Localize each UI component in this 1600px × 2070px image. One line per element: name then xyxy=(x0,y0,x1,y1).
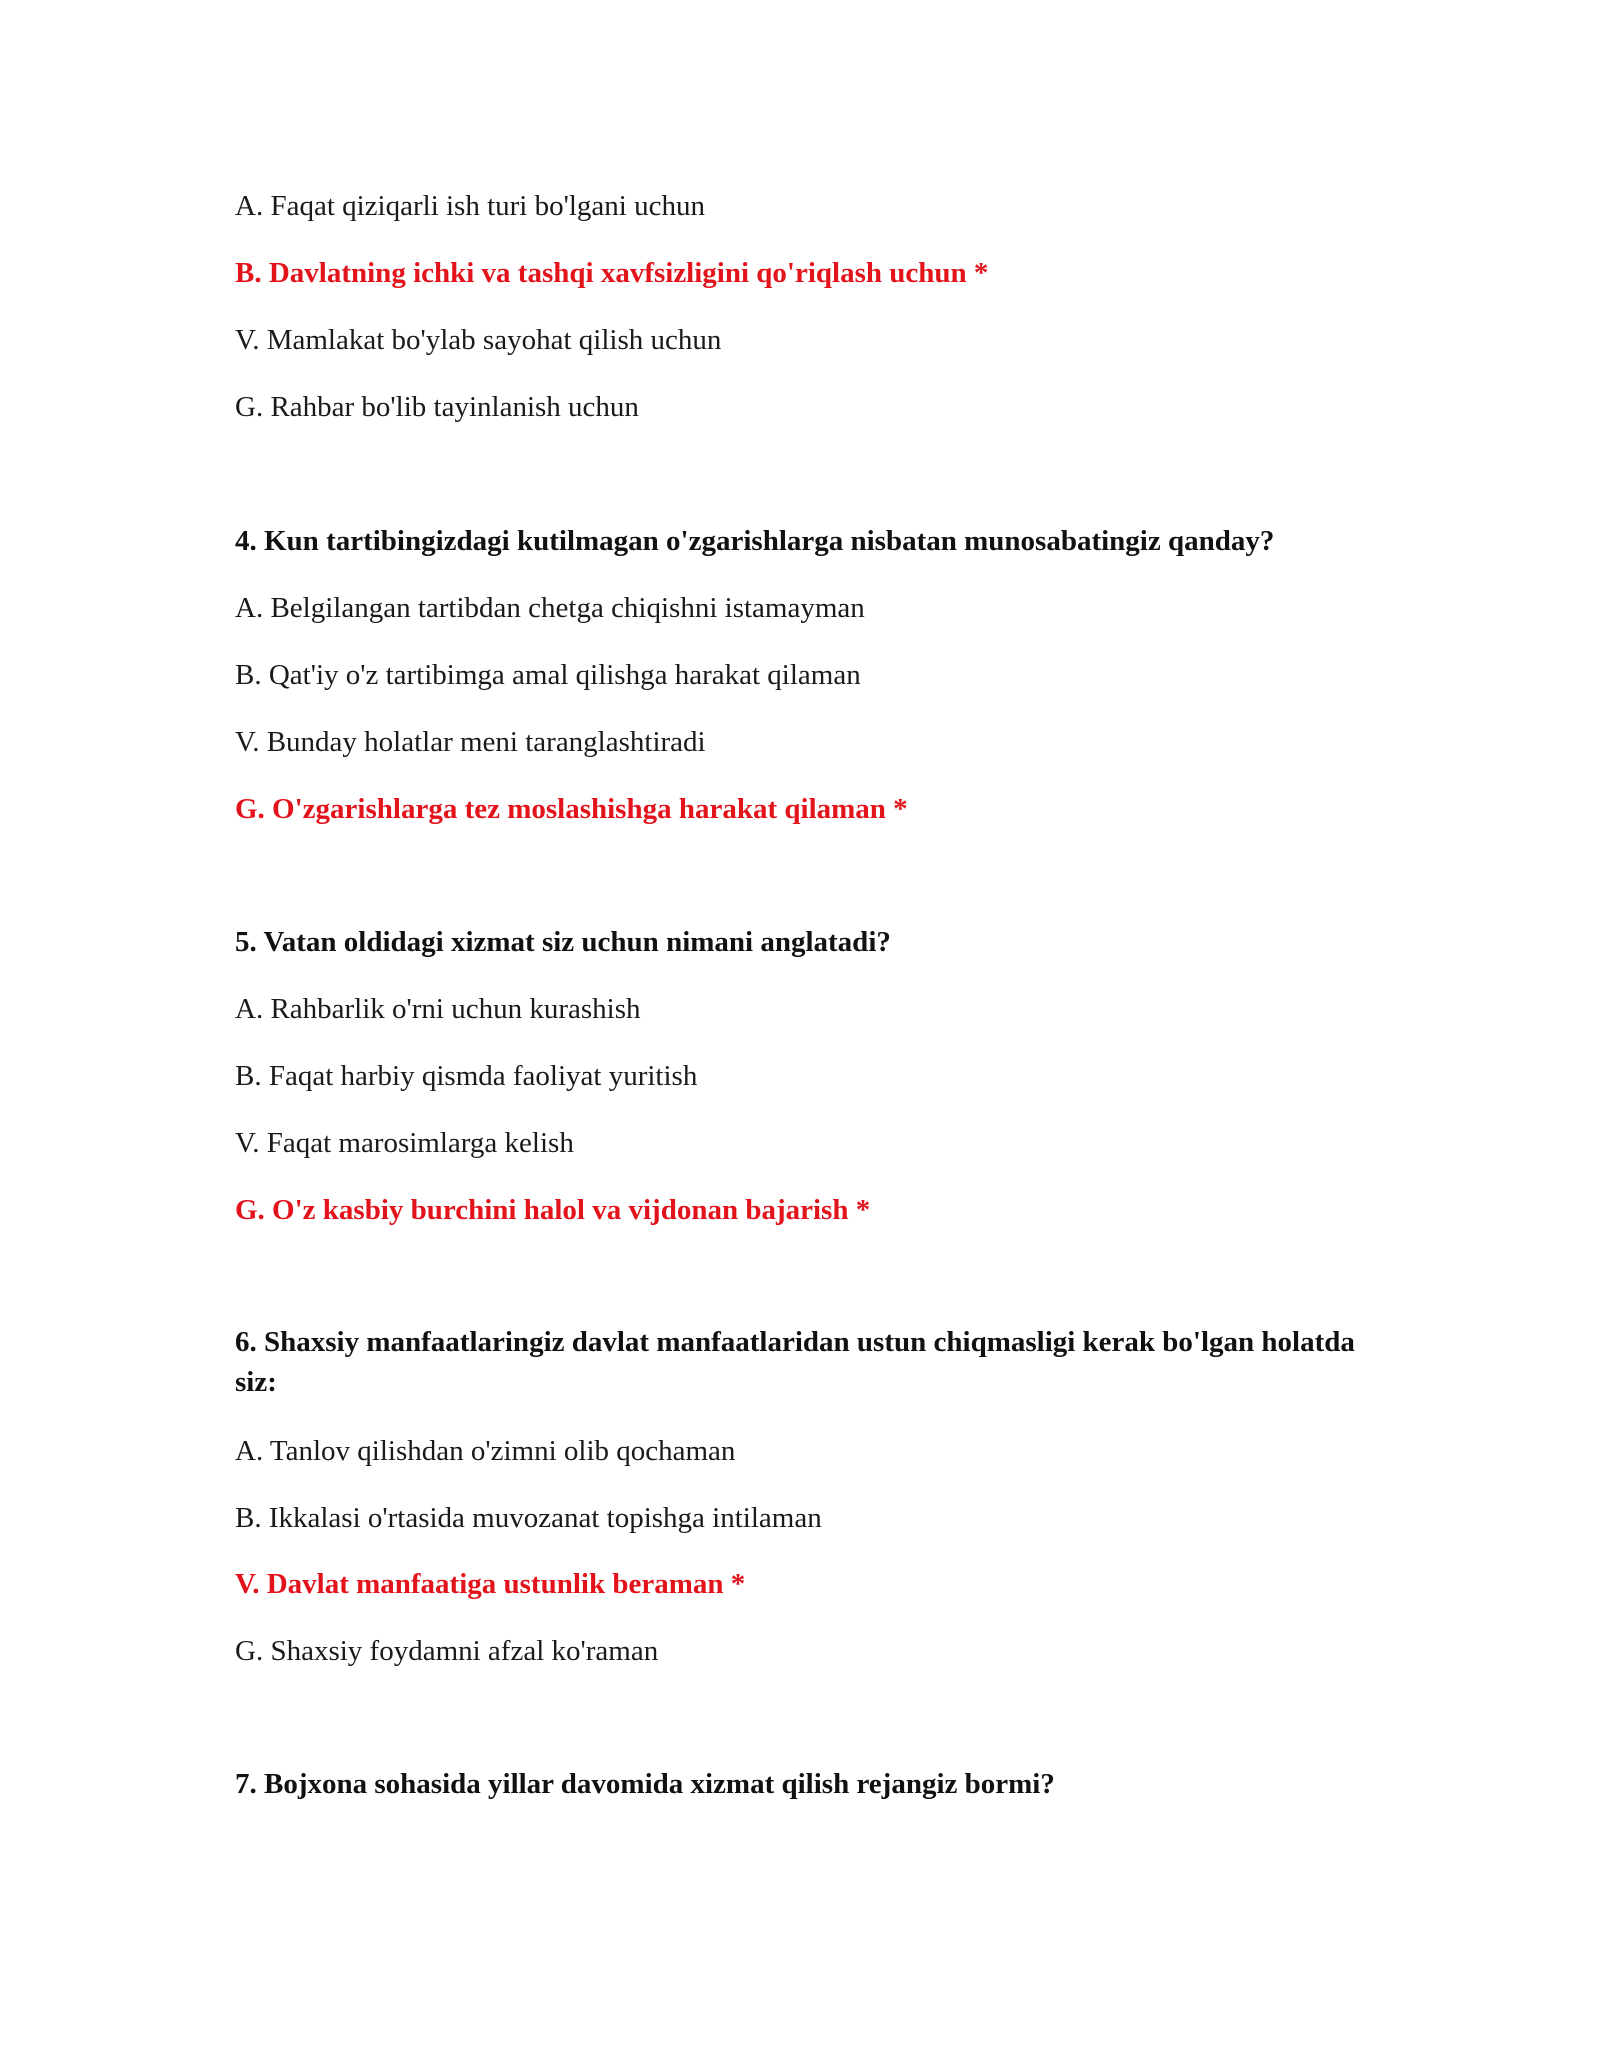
option-text: G. Shaxsiy foydamni afzal ko'raman xyxy=(235,1635,659,1667)
option-text: B. Ikkalasi o'rtasida muvozanat topishga intilaman xyxy=(235,1502,822,1534)
option-text: A. Faqat qiziqarli ish turi bo'lgani uchun xyxy=(235,190,705,222)
option-text: V. Faqat marosimlarga kelish xyxy=(235,1127,574,1159)
option-text: B. Faqat harbiy qismda faoliyat yuritish xyxy=(235,1060,698,1092)
option-text: A. Belgilangan tartibdan chetga chiqishni istamayman xyxy=(235,592,865,624)
correct-option-text: G. O'zgarishlarga tez moslashishga harakat qilaman * xyxy=(235,793,908,825)
option-text: V. Bunday holatlar meni taranglashtiradi xyxy=(235,726,706,758)
option-text: A. Tanlov qilishdan o'zimni olib qochaman xyxy=(235,1435,736,1467)
question-title: 4. Kun tartibingizdagi kutilmagan o'zgarishlarga nisbatan munosabatingiz qanday? xyxy=(235,525,1275,557)
option-text: G. Rahbar bo'lib tayinlanish uchun xyxy=(235,391,639,423)
option-text: A. Rahbarlik o'rni uchun kurashish xyxy=(235,993,641,1025)
correct-option-text: G. O'z kasbiy burchini halol va vijdonan bajarish * xyxy=(235,1194,871,1226)
option-text: B. Qat'iy o'z tartibimga amal qilishga harakat qilaman xyxy=(235,659,861,691)
correct-option-text: B. Davlatning ichki va tashqi xavfsizligini qo'riqlash uchun * xyxy=(235,257,989,289)
question-title: 5. Vatan oldidagi xizmat siz uchun nimani anglatadi? xyxy=(235,926,891,958)
option-text: V. Mamlakat bo'ylab sayohat qilish uchun xyxy=(235,324,722,356)
question-title: 6. Shaxsiy manfaatlaringiz davlat manfaatlaridan ustun chiqmasligi kerak bo'lgan holatda siz: xyxy=(235,1326,1355,1398)
question-title: 7. Bojxona sohasida yillar davomida xizmat qilish rejangiz bormi? xyxy=(235,1768,1055,1800)
correct-option-text: V. Davlat manfaatiga ustunlik beraman * xyxy=(235,1568,746,1600)
